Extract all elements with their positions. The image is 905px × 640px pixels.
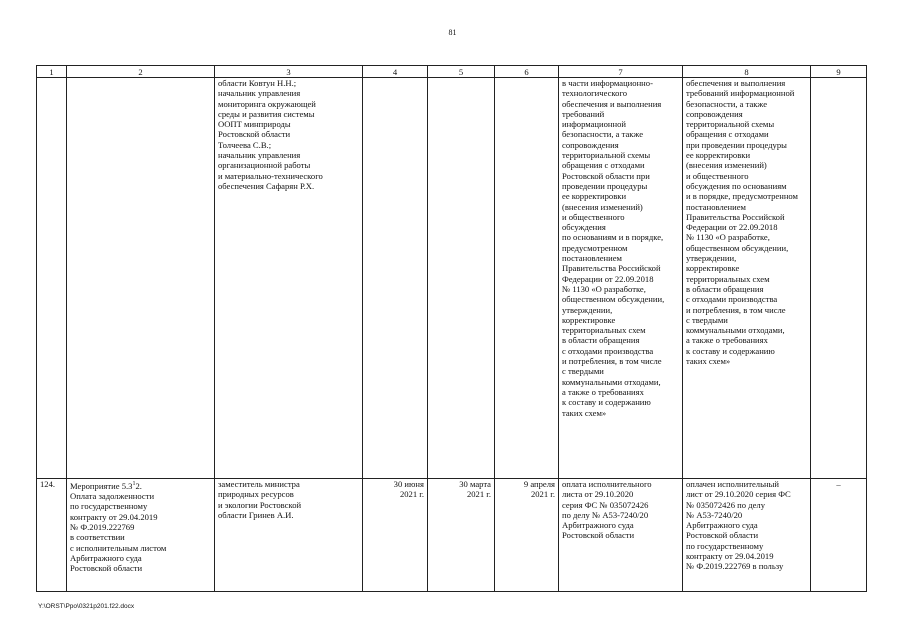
cell-line: Арбитражного суда — [686, 520, 758, 531]
expected-result-cell — [559, 78, 683, 479]
cell-line: начальник управления — [218, 150, 301, 161]
cell-line: с отходами производства — [562, 345, 654, 356]
planned-date-cell — [363, 78, 428, 479]
cell-line: с отходами производства — [686, 294, 778, 305]
cell-line: заместитель министра — [218, 479, 300, 489]
cell-line: Ростовской области — [686, 530, 759, 541]
cell-line: по государственному — [686, 540, 764, 551]
cell-line: Ростовской области при — [562, 170, 650, 181]
completion-date-cell — [495, 78, 559, 479]
cell-line: Ростовской области — [562, 530, 635, 541]
cell-line: требований информационной — [686, 88, 795, 99]
completion-date-cell — [495, 479, 559, 592]
cell-line: (внесения изменений) — [562, 201, 643, 212]
cell-line: постановлением — [562, 253, 622, 264]
cell-line: по делу № А53-7240/20 — [562, 509, 649, 520]
responsible-cell — [215, 479, 363, 592]
cell-line: утверждении, — [562, 304, 613, 315]
cell-line: оплата исполнительного — [562, 479, 652, 489]
cell-line: природных ресурсов — [218, 489, 294, 500]
cell-line: информационной — [562, 119, 627, 130]
cell-line: 2021 г. — [399, 489, 424, 500]
notes-cell — [811, 78, 867, 479]
expected-result-cell — [559, 479, 683, 592]
row-number-cell: 124. — [37, 479, 67, 592]
actual-result-cell — [683, 479, 811, 592]
cell-line: Правительства Российской — [686, 211, 785, 222]
cell-line: безопасности, а также — [686, 98, 768, 109]
cell-line: обращения с отходами — [562, 160, 645, 171]
header-cell: 4 — [363, 66, 428, 78]
cell-line: в области обращения — [686, 283, 764, 294]
cell-line: № А53-7240/20 — [686, 509, 743, 520]
cell-line: обсуждения по основаниям — [686, 180, 787, 191]
cell-line: таких схем» — [562, 407, 607, 418]
cell-line: ее корректировки — [686, 150, 751, 161]
cell-line: требований — [562, 108, 605, 119]
planned-date-cell — [363, 479, 428, 592]
cell-line: Федерации от 22.09.2018 — [562, 273, 654, 284]
cell-line: корректировке — [562, 314, 616, 325]
cell-line: по основаниям и в порядке, — [562, 232, 664, 243]
header-row — [37, 66, 867, 78]
cell-line: обеспечения и выполнения — [562, 98, 662, 109]
cell-line: контракту от 29.04.2019 — [686, 551, 774, 562]
cell-line: корректировке — [686, 263, 740, 274]
cell-line: обращения с отходами — [686, 129, 769, 140]
activity-cell: Мероприятие $5.3^12$. Оплата задолженности по государственному контракту от 29.04.2019 № Ф.2019.222769 в соответствии с исполнительным листом Арбитражного суда Ростовской области — [67, 479, 215, 592]
cell-line: 9 апреля — [523, 479, 555, 489]
table-row-124 — [37, 479, 867, 592]
cell-line: 30 марта — [459, 479, 491, 489]
cell-line: начальник управления — [218, 88, 301, 99]
cell-line: с твердыми — [562, 366, 604, 377]
cell-line: организационной работы — [218, 160, 311, 171]
cell-line: № Ф.2019.222769 в пользу — [686, 561, 784, 572]
header-cell: 1 — [37, 66, 67, 78]
cell-line: территориальной схемы — [686, 119, 775, 130]
table-row-continued — [37, 78, 867, 479]
cell-line: и материально-технического — [218, 170, 323, 181]
cell-line: оплачен исполнительный — [686, 479, 779, 489]
header-cell: 9 — [811, 66, 867, 78]
row-number-cell — [37, 78, 67, 479]
cell-line: технологического — [562, 88, 628, 99]
actual-date-cell — [428, 78, 495, 479]
cell-line: обсуждения — [562, 222, 606, 233]
cell-line: области Ковтун Н.Н.; — [218, 78, 297, 88]
cell-line: проведении процедуры — [562, 180, 648, 191]
notes-cell: – — [811, 479, 867, 592]
header-cell: 3 — [215, 66, 363, 78]
cell-line: при проведении процедуры — [686, 139, 787, 150]
cell-line: и в порядке, предусмотренном — [686, 191, 798, 202]
activity-title: Мероприятие $5.3^12$. — [70, 480, 142, 491]
cell-line: коммунальными отходами, — [686, 325, 785, 336]
header-cell: 5 — [428, 66, 495, 78]
cell-line: ООПТ минприроды — [218, 119, 291, 130]
cell-line: и потребления, в том числе — [686, 304, 786, 315]
cell-line: Правительства Российской — [562, 263, 661, 274]
cell-line: сопровождения — [562, 139, 619, 150]
cell-line: мониторинга окружающей — [218, 98, 316, 109]
cell-line: № 1130 «О разработке, — [686, 232, 770, 243]
cell-line: коммунальными отходами, — [562, 376, 661, 387]
file-path-footer: Y:\ORST\Ppo\0321p201.f22.docx — [38, 603, 135, 610]
cell-line: Арбитражного суда — [562, 520, 634, 531]
cell-line: территориальных схем — [562, 325, 646, 336]
cell-line: безопасности, а также — [562, 129, 644, 140]
header-cell: 7 — [559, 66, 683, 78]
cell-line: ее корректировки — [562, 191, 627, 202]
cell-line: обеспечения Сафарян Р.Х. — [218, 180, 315, 191]
cell-line: и потребления, в том числе — [562, 356, 662, 367]
header-cell: 6 — [495, 66, 559, 78]
activity-cell — [67, 78, 215, 479]
cell-line: постановлением — [686, 201, 746, 212]
cell-line: территориальных схем — [686, 273, 770, 284]
cell-line: среды и развития системы — [218, 108, 315, 119]
header-cell: 8 — [683, 66, 811, 78]
cell-line: 30 июня — [393, 479, 424, 489]
cell-line: а также о требованиях — [686, 335, 768, 346]
cell-line: общественном обсуждении, — [562, 294, 665, 305]
cell-line: а также о требованиях — [562, 386, 644, 397]
cell-line: в области обращения — [562, 335, 640, 346]
cell-line: общественном обсуждении, — [686, 242, 789, 253]
header-cell: 2 — [67, 66, 215, 78]
cell-line: № 1130 «О разработке, — [562, 283, 646, 294]
cell-line: предусмотренном — [562, 242, 628, 253]
cell-line: сопровождения — [686, 108, 743, 119]
cell-line: и экологии Ростовской — [218, 499, 302, 510]
cell-line: 2021 г. — [530, 489, 555, 500]
cell-line: территориальной схемы — [562, 150, 651, 161]
responsible-cell — [215, 78, 363, 479]
cell-line: 2021 г. — [466, 489, 491, 500]
cell-line: и общественного — [562, 211, 625, 222]
cell-line: обеспечения и выполнения — [686, 78, 786, 88]
cell-line: Ростовской области — [218, 129, 291, 140]
cell-line: с твердыми — [686, 314, 728, 325]
cell-line: Толчеева С.В.; — [218, 139, 272, 150]
actual-result-cell — [683, 78, 811, 479]
cell-line: утверждении, — [686, 253, 737, 264]
cell-line: к составу и содержанию — [686, 345, 775, 356]
page-number: 81 — [448, 28, 457, 37]
cell-line: серия ФС № 035072426 — [562, 499, 649, 510]
cell-line: к составу и содержанию — [562, 397, 651, 408]
measures-table — [36, 65, 867, 592]
cell-line: таких схем» — [686, 356, 731, 367]
actual-date-cell — [428, 479, 495, 592]
cell-line: и общественного — [686, 170, 749, 181]
cell-line: листа от 29.10.2020 — [562, 489, 634, 500]
cell-line: (внесения изменений) — [686, 160, 767, 171]
cell-line: в части информационно- — [562, 78, 653, 88]
cell-line: области Гринев А.И. — [218, 509, 294, 520]
cell-line: лист от 29.10.2020 серия ФС — [686, 489, 791, 500]
cell-line: Федерации от 22.09.2018 — [686, 222, 778, 233]
cell-line: № 035072426 по делу — [686, 499, 765, 510]
